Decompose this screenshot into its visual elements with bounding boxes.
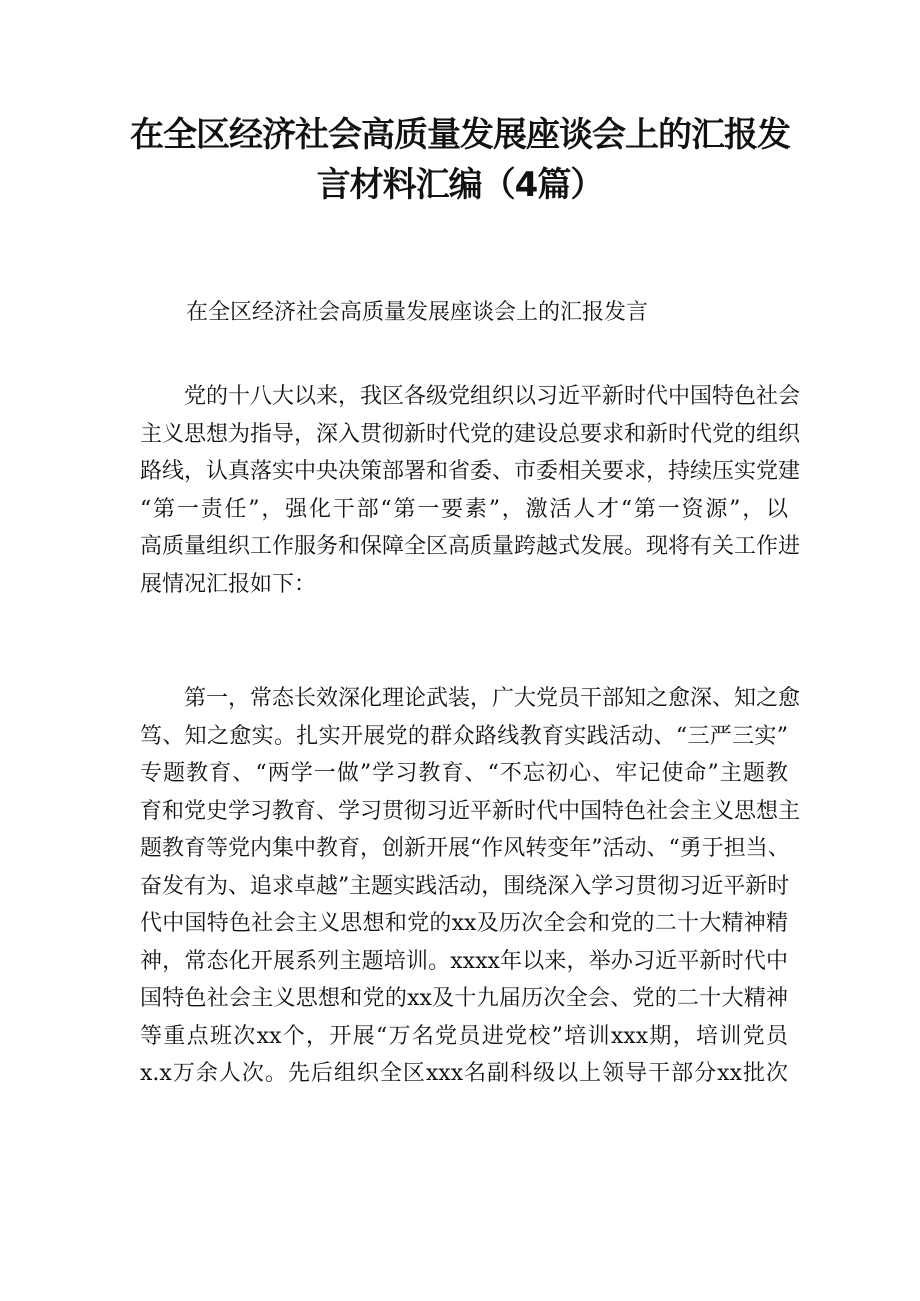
section-heading: 在全区经济社会高质量发展座谈会上的汇报发言 xyxy=(186,300,649,325)
title-line-2: 言材料汇编（4篇） xyxy=(316,165,604,205)
paragraph-line: 题教育等党内集中教育，创新开展“作风转变年”活动、“勇于担当、 xyxy=(140,836,790,861)
paragraph-line: 笃、知之愈实。扎实开展党的群众路线教育实践活动、“三严三实” xyxy=(140,723,788,749)
paragraph-line: 代中国特色社会主义思想和党的xx及历次全会和党的二十大精神精 xyxy=(140,911,788,936)
paragraph-line: x.x万余人次。先后组织全区xxx名副科级以上领导干部分xx批次 xyxy=(140,1061,788,1086)
paragraph-line: 主义思想为指导，深入贯彻新时代党的建设总要求和新时代党的组织 xyxy=(140,421,801,447)
paragraph-line: 奋发有为、追求卓越”主题实践活动，围绕深入学习贯彻习近平新时 xyxy=(140,873,790,899)
paragraph-line: 育和党史学习教育、学习贯彻习近平新时代中国特色社会主义思想主 xyxy=(140,798,801,824)
paragraph-line: 国特色社会主义思想和党的xx及十九届历次全会、党的二十大精神 xyxy=(140,986,788,1011)
document-title xyxy=(120,110,800,210)
title-line-1: 在全区经济社会高质量发展座谈会上的汇报发 xyxy=(130,115,790,155)
paragraph-line: “第一责任”，强化干部“第一要素”，激活人才“第一资源”，以 xyxy=(140,496,788,522)
paragraph-2 xyxy=(140,680,801,1093)
paragraph-line: 专题教育、“两学一做”学习教育、“不忘初心、牢记使命”主题教 xyxy=(140,761,788,786)
paragraph-line: 第一，常态长效深化理论武装，广大党员干部知之愈深、知之愈 xyxy=(184,686,801,711)
paragraph-line: 党的十八大以来，我区各级党组织以习近平新时代中国特色社会 xyxy=(184,384,801,409)
paragraph-line: 路线，认真落实中央决策部署和省委、市委相关要求，持续压实党建 xyxy=(140,459,801,484)
paragraph-line: 高质量组织工作服务和保障全区高质量跨越式发展。现将有关工作进 xyxy=(140,534,801,559)
paragraph-1 xyxy=(140,378,801,603)
paragraph-line: 展情况汇报如下： xyxy=(140,571,317,597)
paragraph-line: 神，常态化开展系列主题培训。xxxx年以来，举办习近平新时代中 xyxy=(140,948,788,974)
paragraph-line: 等重点班次xx个，开展“万名党员进党校”培训xxx期，培训党员 xyxy=(140,1023,788,1049)
